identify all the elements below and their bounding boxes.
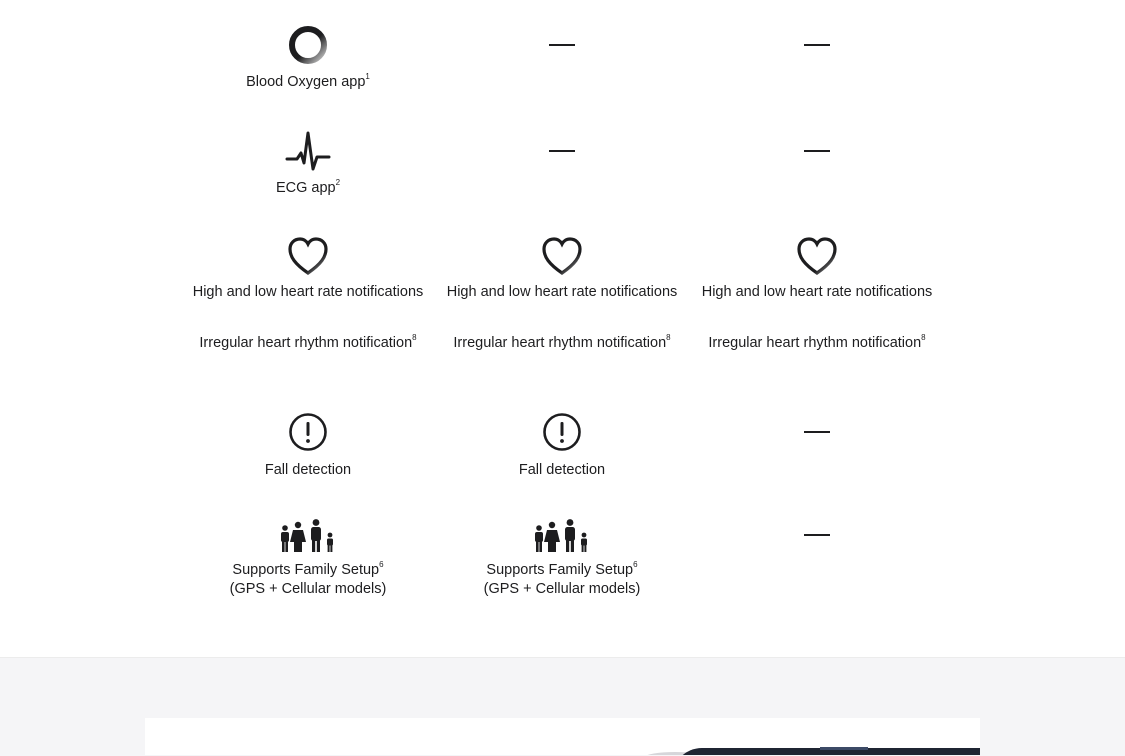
not-available-dash — [549, 150, 575, 152]
exclamation-circle-icon — [435, 412, 689, 452]
promo-card — [145, 718, 980, 755]
not-available-dash — [804, 534, 830, 536]
heart-outline-icon — [181, 236, 435, 276]
device-edge — [820, 747, 868, 750]
heart-rate-label: High and low heart rate notifications — [446, 284, 678, 300]
family-setup-label: Supports Family Setup$^6$ (GPS + Cellular models) — [229, 560, 387, 597]
blood-oxygen-label: Blood Oxygen app$^1$ — [246, 72, 370, 90]
not-available-dash — [549, 44, 575, 46]
irregular-rhythm-label: Irregular heart rhythm notification$^8$ — [708, 333, 926, 351]
heart-outline-icon — [435, 236, 689, 276]
heart-rate-label: High and low heart rate notifications — [701, 284, 933, 300]
heart-outline-icon — [690, 236, 944, 276]
fall-detection-label: Fall detection — [264, 462, 352, 478]
not-available-dash — [804, 44, 830, 46]
heart-rate-label: High and low heart rate notifications — [192, 284, 424, 300]
family-group-icon — [435, 518, 689, 554]
not-available-dash — [804, 150, 830, 152]
not-available-dash — [804, 431, 830, 433]
ecg-label: ECG app$^2$ — [275, 178, 341, 196]
irregular-rhythm-label: Irregular heart rhythm notification$^8$ — [199, 333, 417, 351]
fall-detection-label: Fall detection — [518, 462, 606, 478]
ecg-icon — [181, 131, 435, 171]
irregular-rhythm-label: Irregular heart rhythm notification$^8$ — [453, 333, 671, 351]
family-group-icon — [181, 518, 435, 554]
family-setup-label: Supports Family Setup$^6$ (GPS + Cellular models) — [483, 560, 641, 597]
blood-oxygen-icon — [181, 24, 435, 66]
exclamation-circle-icon — [181, 412, 435, 452]
